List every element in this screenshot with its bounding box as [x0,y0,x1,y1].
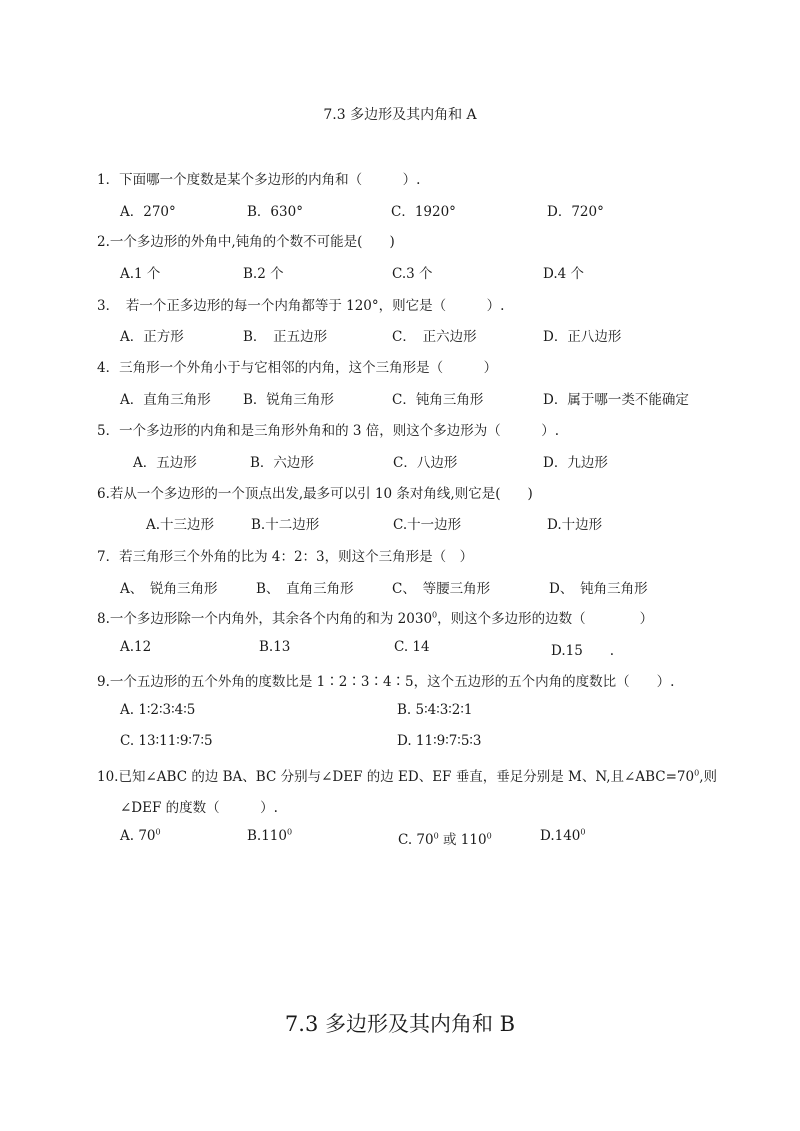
question-9-option-a: A. 1∶2∶3∶4∶5 [120,702,196,718]
question-5-option-c: C．八边形 [393,455,458,471]
question-8-option-c: C. 14 [394,639,430,655]
question-7-stem: 7．若三角形三个外角的比为 4：2：3，则这个三角形是（ ） [97,549,474,565]
question-3-option-d: D．正八边形 [543,329,622,345]
option-text-mid: 或 110 [438,832,487,848]
question-4-option-d: D．属于哪一类不能确定 [543,392,689,408]
question-2-option-b: B.2 个 [243,266,284,282]
question-9-option-b: B. 5∶4∶3∶2∶1 [397,702,473,718]
section-b-title: 7.3 多边形及其内角和 B [284,1012,516,1036]
question-5-option-a: A．五边形 [133,455,197,471]
question-7-option-b: B、 直角三角形 [256,581,354,597]
question-9-stem: 9.一个五边形的五个外角的度数比是 1∶2∶3∶4∶5，这个五边形的五个内角的度数比（ ）. [97,674,675,690]
option-text: D.140 [540,828,581,844]
question-7-option-d: D、 钝角三角形 [549,581,648,597]
degree-superscript: 0 [155,827,161,837]
degree-superscript: 0 [486,831,492,841]
question-1-option-a: A．270° [120,204,176,220]
question-10-option-c [398,828,492,848]
question-8-stem-text: 8.一个多边形除一个内角外，其余各个内角的和为 2030 [97,611,433,627]
question-2-option-d: D.4 个 [543,266,585,282]
section-a-title: 7.3 多边形及其内角和 A [323,107,477,123]
question-10-option-a [120,828,161,844]
question-9-option-c: C. 13∶11∶9∶7∶5 [120,733,213,749]
question-3-option-c: C． 正六边形 [392,329,477,345]
question-6-option-b: B.十二边形 [251,517,320,533]
question-8-stem-tail: ，则这个多边形的边数（ ） [437,611,654,627]
option-text: A. 70 [120,828,156,844]
question-6-option-c: C.十一边形 [393,517,462,533]
question-7-option-a: A、 锐角三角形 [120,581,218,597]
question-3-option-b: B． 正五边形 [243,329,328,345]
question-4-option-c: C．钝角三角形 [392,392,484,408]
question-8-stem [97,607,653,627]
question-2-stem: 2.一个多边形的外角中,钝角的个数不可能是( ) [97,234,395,250]
question-7-option-c: C、 等腰三角形 [392,581,491,597]
question-9-option-d: D. 11∶9∶7∶5∶3 [397,733,482,749]
question-1-option-d: D．720° [547,204,604,220]
degree-superscript: 0 [432,610,438,620]
question-6-stem: 6.若从一个多边形的一个顶点出发,最多可以引 10 条对角线,则它是( ) [97,486,533,502]
question-5-option-d: D．九边形 [543,455,608,471]
question-10-stem-line-2: ∠DEF 的度数（ ）. [120,800,278,816]
question-10-stem-text: 10.已知∠ABC 的边 BA、BC 分别与∠DEF 的边 ED、EF 垂直，垂足分别是 M、N,且∠ABC=70 [97,769,695,785]
question-10-option-b [247,828,292,844]
question-4-stem: 4．三角形一个外角小于与它相邻的内角，这个三角形是（ ） [97,360,498,376]
degree-superscript: 0 [580,827,586,837]
question-1-option-c: C．1920° [391,204,456,220]
question-10-option-d [540,828,586,844]
option-text: B.110 [247,828,287,844]
question-10-stem-tail: ,则 [699,769,718,785]
question-3-stem: 3． 若一个正多边形的每一个内角都等于 120°，则它是（ ）. [97,298,505,314]
degree-superscript: 0 [286,827,293,837]
degree-superscript: 0 [694,768,700,778]
question-8-option-a: A.12 [120,639,152,655]
question-2-option-a: A.1 个 [120,266,161,282]
question-4-option-b: B．锐角三角形 [243,392,334,408]
question-1-option-b: B．630° [247,204,303,220]
question-4-option-a: A．直角三角形 [120,392,211,408]
question-6-option-a: A.十三边形 [146,517,215,533]
question-8-option-b: B.13 [259,639,291,655]
question-1-stem: 1．下面哪一个度数是某个多边形的内角和（ ）. [97,172,421,188]
question-6-option-d: D.十边形 [547,517,603,533]
question-5-stem: 5．一个多边形的内角和是三角形外角和的 3 倍，则这个多边形为（ ）. [97,423,560,439]
question-5-option-b: B．六边形 [250,455,314,471]
question-2-option-c: C.3 个 [392,266,433,282]
option-text: C. 70 [398,832,434,848]
question-10-stem-line-1 [97,765,717,785]
degree-superscript: 0 [433,831,439,841]
question-8-option-d: D.15 . [551,643,615,659]
question-3-option-a: A．正方形 [120,329,184,345]
